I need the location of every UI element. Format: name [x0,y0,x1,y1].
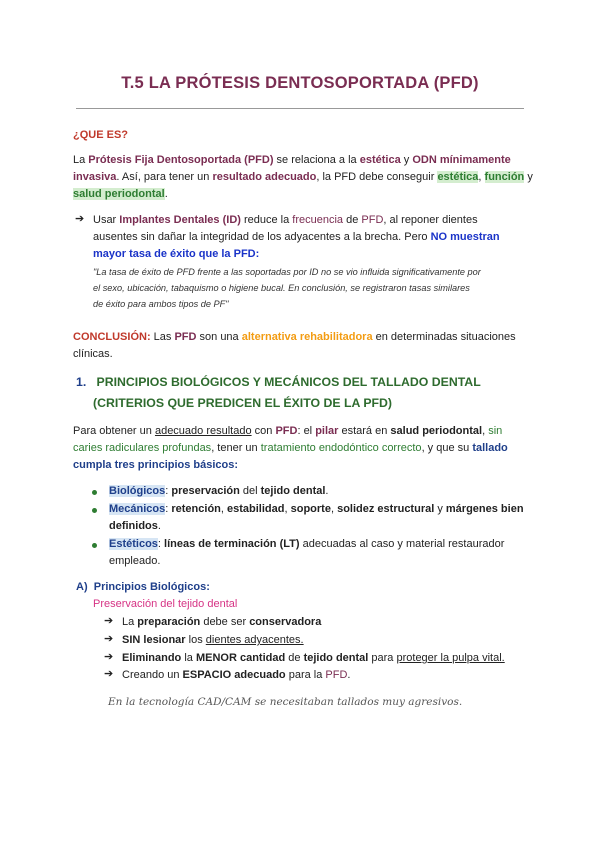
principle-mecanicos-line2: definidos. [109,520,161,532]
bullet-implantes-line1: Usar Implantes Dentales (ID) reduce la frecuencia de PFD, al reponer dientes [93,214,478,226]
bullet-dot-icon [92,543,97,548]
principle-esteticos-line1: Estéticos: líneas de terminación (LT) adecuadas al caso y material restaurador [109,538,505,550]
bullet-implantes-line3: mayor tasa de éxito que la PFD: [93,248,260,260]
sub-a-row-adyacentes: SIN lesionar los dientes adyacentes. [122,634,304,646]
quote-line2: el sexo, ubicación, tabaquismo o higiene bucal. En conclusión, se registraron tasas similares [93,283,470,293]
conclusion-line1: CONCLUSIÓN: Las PFD son una alternativa rehabilitadora en determinadas situaciones [73,331,516,343]
arrow-right-icon: ➔ [75,213,85,225]
que-es-paragraph-line1: La Prótesis Fija Dentosoportada (PFD) se relaciona a la estética y ODN mínimamente [73,154,511,166]
sub-a-heading: A) Principios Biológicos: [76,581,210,593]
conclusion-line2: clínicas. [73,348,113,360]
sub-a-row-eliminando: Eliminando la MENOR cantidad de tejido dental para proteger la pulpa vital. [122,652,505,664]
section1-intro-line2: caries radiculares profundas, tener un tratamiento endodóntico correcto, y que su tallado [73,442,508,454]
section1-intro-line3: cumpla tres principios básicos: [73,459,239,471]
sub-a-row-preparacion: La preparación debe ser conservadora [122,616,322,628]
principle-biologicos: Biológicos: preservación del tejido dental. [109,485,329,497]
que-es-paragraph-line3: salud periodontal. [73,188,168,200]
bullet-dot-icon [92,508,97,513]
sub-a-row-espacio: Creando un ESPACIO adecuado para la PFD. [122,669,351,681]
arrow-right-icon: ➔ [104,651,114,663]
quote-line1: "La tasa de éxito de PFD frente a las soportadas por ID no se vio influida significativamente por [93,267,481,277]
section1-intro-line1: Para obtener un adecuado resultado con PFD: el pilar estará en salud periodontal, sin [73,425,503,437]
handwritten-note: En la tecnología CAD/CAM se necesitaban tallados muy agresivos. [108,696,463,708]
quote-line3: de éxito para ambos tipos de PF" [93,299,229,309]
que-es-paragraph-line2: invasiva. Así, para tener un resultado adecuado, la PFD debe conseguir estética, función y [73,171,533,183]
bullet-dot-icon [92,490,97,495]
arrow-right-icon: ➔ [104,633,114,645]
arrow-right-icon: ➔ [104,615,114,627]
section1-heading-line1: 1. PRINCIPIOS BIOLÓGICOS Y MECÁNICOS DEL TALLADO DENTAL [76,375,481,389]
arrow-right-icon: ➔ [104,668,114,680]
page-title: T.5 LA PRÓTESIS DENTOSOPORTADA (PFD) [121,74,479,92]
section1-heading-line2: (CRITERIOS QUE PREDICEN EL ÉXITO DE LA PFD) [93,396,393,410]
principle-esteticos-line2: empleado. [109,555,161,567]
title-divider [76,108,524,109]
sub-a-subtitle: Preservación del tejido dental [93,598,238,610]
bullet-implantes-line2: ausentes sin dañar la integridad de los adyacentes a la brecha. Pero NO muestran [93,231,500,243]
principle-mecanicos-line1: Mecánicos: retención, estabilidad, soporte, solidez estructural y márgenes bien [109,503,524,515]
que-es-heading: ¿QUE ES? [73,129,129,141]
